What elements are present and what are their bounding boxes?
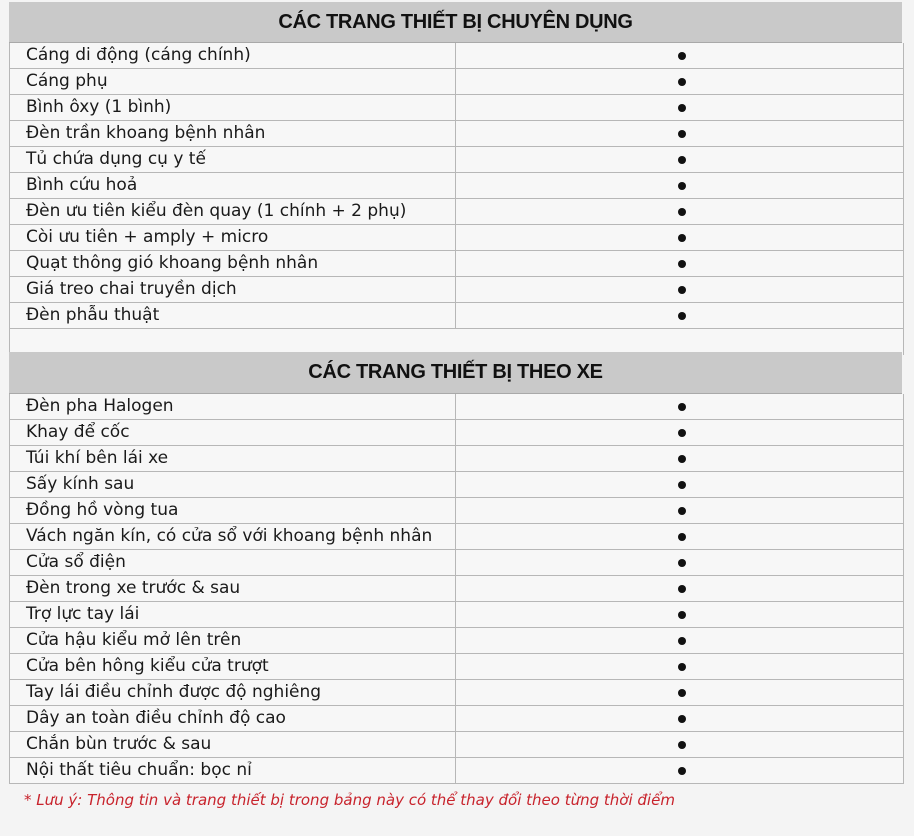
bullet-icon bbox=[678, 234, 686, 242]
equipment-label: Tủ chứa dụng cụ y tế bbox=[10, 147, 456, 172]
table-row bbox=[10, 69, 903, 95]
equipment-label: Sấy kính sau bbox=[10, 472, 456, 497]
included-cell bbox=[456, 95, 903, 120]
bullet-icon bbox=[678, 208, 686, 216]
bullet-icon bbox=[678, 104, 686, 112]
included-cell bbox=[456, 303, 903, 328]
table-row bbox=[10, 732, 903, 758]
bullet-icon bbox=[678, 767, 686, 775]
section-header-vehicle-equipment: CÁC TRANG THIẾT BỊ THEO XE bbox=[9, 352, 902, 394]
table-row bbox=[10, 758, 903, 784]
equipment-label: Dây an toàn điều chỉnh độ cao bbox=[10, 706, 456, 731]
table-row bbox=[10, 524, 903, 550]
bullet-icon bbox=[678, 637, 686, 645]
included-cell bbox=[456, 69, 903, 94]
bullet-icon bbox=[678, 481, 686, 489]
included-cell bbox=[456, 758, 903, 783]
table-row bbox=[10, 277, 903, 303]
included-cell bbox=[456, 732, 903, 757]
bullet-icon bbox=[678, 312, 686, 320]
included-cell bbox=[456, 394, 903, 419]
table-row bbox=[10, 199, 903, 225]
equipment-label: Nội thất tiêu chuẩn: bọc nỉ bbox=[10, 758, 456, 783]
table-row bbox=[10, 576, 903, 602]
equipment-label: Quạt thông gió khoang bệnh nhân bbox=[10, 251, 456, 276]
included-cell bbox=[456, 251, 903, 276]
included-cell bbox=[456, 277, 903, 302]
bullet-icon bbox=[678, 741, 686, 749]
equipment-label: Đèn ưu tiên kiểu đèn quay (1 chính + 2 phụ) bbox=[10, 199, 456, 224]
equipment-label: Đèn phẫu thuật bbox=[10, 303, 456, 328]
specialized-equipment-table bbox=[9, 43, 904, 355]
equipment-label: Cáng phụ bbox=[10, 69, 456, 94]
table-row bbox=[10, 394, 903, 420]
equipment-label: Cửa hậu kiểu mở lên trên bbox=[10, 628, 456, 653]
table-row bbox=[10, 654, 903, 680]
included-cell bbox=[456, 199, 903, 224]
bullet-icon bbox=[678, 78, 686, 86]
bullet-icon bbox=[678, 429, 686, 437]
included-cell bbox=[456, 420, 903, 445]
bullet-icon bbox=[678, 156, 686, 164]
included-cell bbox=[456, 121, 903, 146]
equipment-label: Khay để cốc bbox=[10, 420, 456, 445]
equipment-label: Vách ngăn kín, có cửa sổ với khoang bệnh nhân bbox=[10, 524, 456, 549]
included-cell bbox=[456, 602, 903, 627]
bullet-icon bbox=[678, 52, 686, 60]
table-row bbox=[10, 147, 903, 173]
table-row bbox=[10, 173, 903, 199]
table-row bbox=[10, 121, 903, 147]
included-cell bbox=[456, 654, 903, 679]
bullet-icon bbox=[678, 130, 686, 138]
equipment-label: Bình cứu hoả bbox=[10, 173, 456, 198]
table-row bbox=[10, 251, 903, 277]
bullet-icon bbox=[678, 455, 686, 463]
equipment-label: Cửa sổ điện bbox=[10, 550, 456, 575]
table-row bbox=[10, 680, 903, 706]
included-cell bbox=[456, 173, 903, 198]
equipment-label: Tay lái điều chỉnh được độ nghiêng bbox=[10, 680, 456, 705]
included-cell bbox=[456, 706, 903, 731]
included-cell bbox=[456, 498, 903, 523]
table-row bbox=[10, 628, 903, 654]
included-cell bbox=[456, 524, 903, 549]
equipment-label: Đèn trong xe trước & sau bbox=[10, 576, 456, 601]
included-cell bbox=[456, 147, 903, 172]
bullet-icon bbox=[678, 585, 686, 593]
table-row bbox=[10, 43, 903, 69]
equipment-label: Cửa bên hông kiểu cửa trượt bbox=[10, 654, 456, 679]
disclaimer-note: * Lưu ý: Thông tin và trang thiết bị trong bảng này có thể thay đổi theo từng thời điểm bbox=[24, 791, 675, 809]
table-row bbox=[10, 472, 903, 498]
table-row bbox=[10, 706, 903, 732]
bullet-icon bbox=[678, 260, 686, 268]
table-row bbox=[10, 550, 903, 576]
bullet-icon bbox=[678, 663, 686, 671]
equipment-label: Giá treo chai truyền dịch bbox=[10, 277, 456, 302]
table-row bbox=[10, 420, 903, 446]
equipment-label: Đồng hồ vòng tua bbox=[10, 498, 456, 523]
bullet-icon bbox=[678, 403, 686, 411]
equipment-label: Trợ lực tay lái bbox=[10, 602, 456, 627]
bullet-icon bbox=[678, 715, 686, 723]
bullet-icon bbox=[678, 286, 686, 294]
equipment-label: Còi ưu tiên + amply + micro bbox=[10, 225, 456, 250]
table-row bbox=[10, 95, 903, 121]
equipment-label: Cáng di động (cáng chính) bbox=[10, 43, 456, 68]
bullet-icon bbox=[678, 182, 686, 190]
included-cell bbox=[456, 43, 903, 68]
equipment-label: Chắn bùn trước & sau bbox=[10, 732, 456, 757]
section-header-specialized-equipment: CÁC TRANG THIẾT BỊ CHUYÊN DỤNG bbox=[9, 2, 902, 43]
included-cell bbox=[456, 472, 903, 497]
bullet-icon bbox=[678, 611, 686, 619]
included-cell bbox=[456, 576, 903, 601]
equipment-label: Đèn trần khoang bệnh nhân bbox=[10, 121, 456, 146]
table-row bbox=[10, 498, 903, 524]
bullet-icon bbox=[678, 533, 686, 541]
table-row bbox=[10, 446, 903, 472]
equipment-label: Bình ôxy (1 bình) bbox=[10, 95, 456, 120]
included-cell bbox=[456, 446, 903, 471]
included-cell bbox=[456, 225, 903, 250]
equipment-label: Đèn pha Halogen bbox=[10, 394, 456, 419]
bullet-icon bbox=[678, 507, 686, 515]
table-row bbox=[10, 303, 903, 329]
table-row bbox=[10, 602, 903, 628]
vehicle-equipment-table bbox=[9, 394, 904, 784]
bullet-icon bbox=[678, 559, 686, 567]
included-cell bbox=[456, 680, 903, 705]
included-cell bbox=[456, 550, 903, 575]
equipment-label: Túi khí bên lái xe bbox=[10, 446, 456, 471]
included-cell bbox=[456, 628, 903, 653]
table-row bbox=[10, 225, 903, 251]
bullet-icon bbox=[678, 689, 686, 697]
